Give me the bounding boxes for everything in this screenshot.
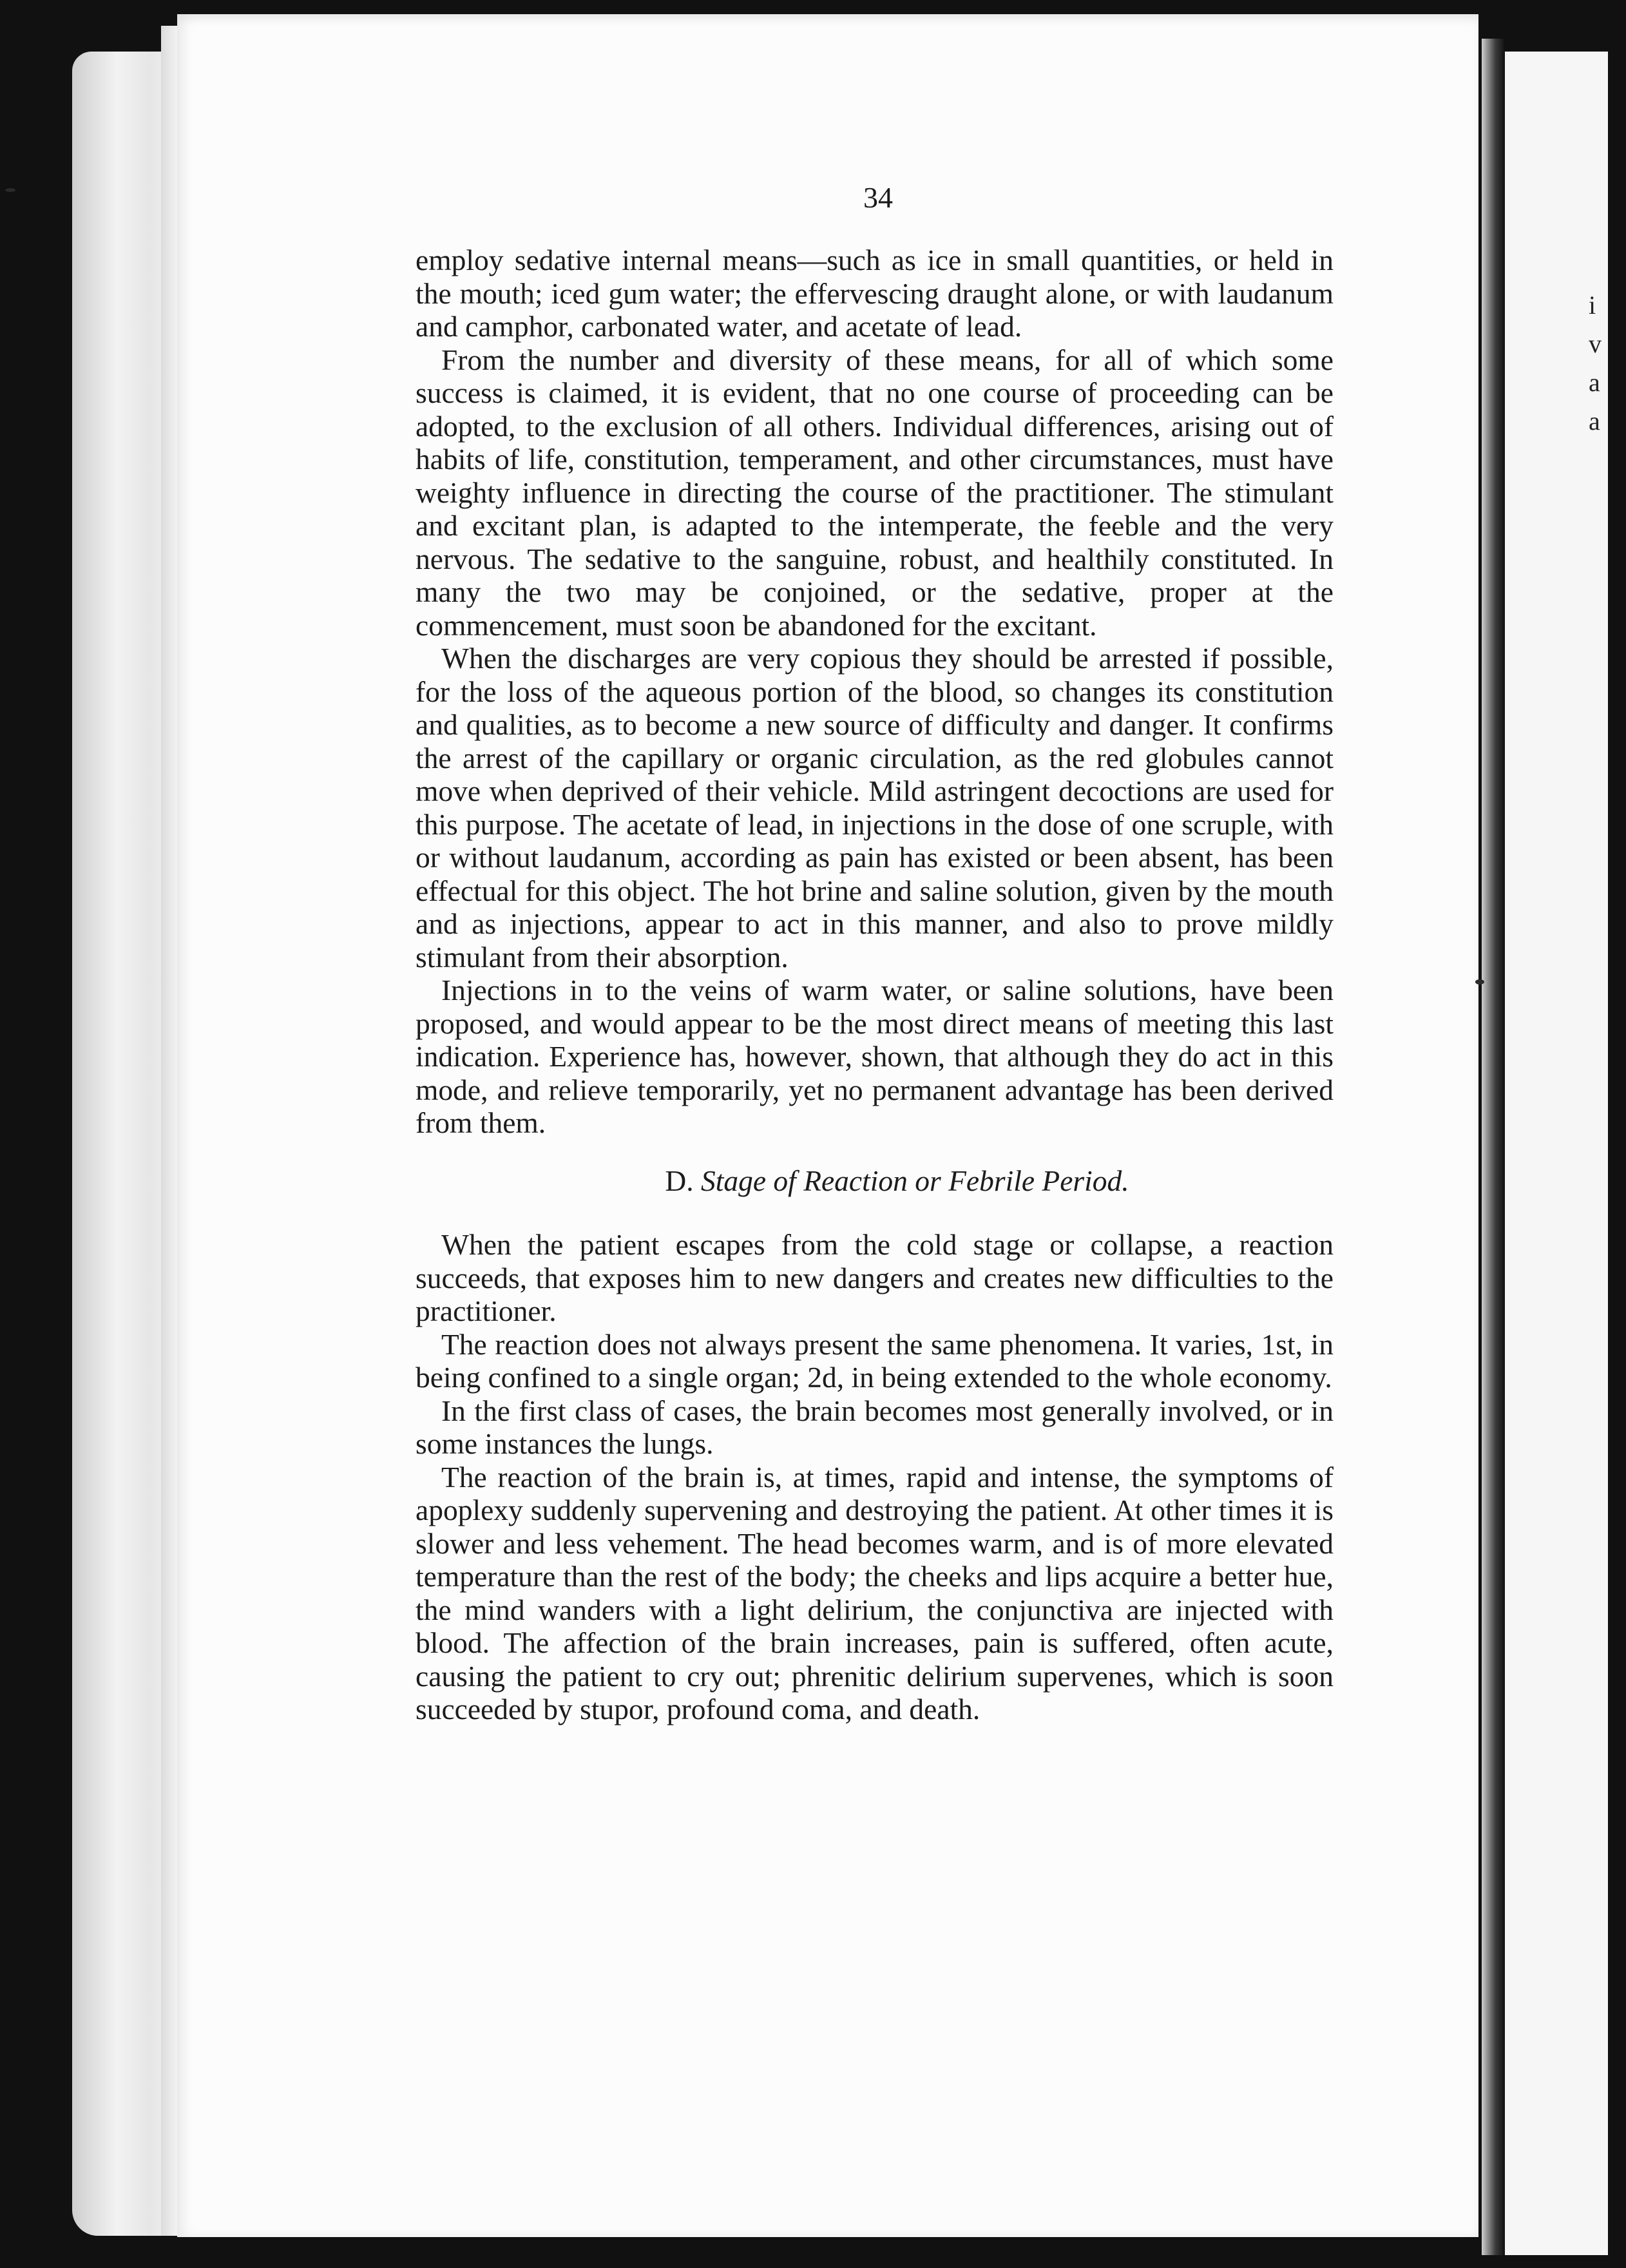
- paragraph: The reaction does not always present the same phenomena. It varies, 1st, in being confined to a single organ; 2d, in being extended to the whole economy.: [416, 1327, 1334, 1394]
- scan-speck: [1475, 979, 1484, 985]
- facing-page-fragment: a: [1589, 368, 1600, 397]
- paragraph: Injections in to the veins of warm water, or saline solutions, have been proposed, and would appear to be the most direct means of meeting this last indication. Experience has, however, shown, that although they do act in this mode, and relieve temporarily, yet no permanent advantage has been derived from them.: [416, 974, 1334, 1139]
- facing-page-fragment: a: [1589, 407, 1600, 436]
- paragraph: From the number and diversity of these means, for all of which some success is claimed, it is evident, that no one course of proceeding can be adopted, to the exclusion of all others. Individual differences, arising out of habits of life, constitution, temperament, and other circumstances, must have weighty influence in directing the course of the practitioner. The stimulant and excitant plan, is adapted to the intemperate, the feeble and the very nervous. The sedative to the sanguine, robust, and healthily constituted. In many the two may be conjoined, or the sedative, proper at the commencement, must soon be abandoned for the excitant.: [416, 343, 1334, 642]
- scan-speck: [5, 188, 15, 192]
- facing-page-fragment: i: [1589, 291, 1596, 320]
- book-gutter: [1482, 39, 1505, 2255]
- body-text: [416, 244, 1334, 1726]
- paragraph: employ sedative internal means—such as ice in small quantities, or held in the mouth; iced gum water; the effervescing draught alone, or with laudanum and camphor, carbonated water, and acetate of lead.: [416, 244, 1334, 343]
- facing-page-fragment: v: [1589, 329, 1602, 358]
- paragraph: The reaction of the brain is, at times, rapid and intense, the symptoms of apoplexy suddenly supervening and destroying the patient. At other times it is slower and less vehement. The head becomes warm, and is of more elevated temperature than the rest of the body; the cheeks and lips acquire a better hue, the mind wanders with a light delirium, the conjunctiva are injected with blood. The affection of the brain increases, pain is suffered, often acute, causing the patient to cry out; phrenitic delirium supervenes, which is soon succeeded by stupor, profound coma, and death.: [416, 1460, 1334, 1725]
- section-title: Stage of Reaction or Febrile Period.: [700, 1164, 1129, 1197]
- paragraph: In the first class of cases, the brain becomes most generally involved, or in some instances the lungs.: [416, 1394, 1334, 1460]
- paragraph: When the patient escapes from the cold stage or collapse, a reaction succeeds, that exposes him to new dangers and creates new difficulties to the practitioner.: [416, 1228, 1334, 1327]
- section-heading: [416, 1164, 1334, 1198]
- section-letter: D.: [665, 1164, 694, 1197]
- paragraph: When the discharges are very copious they should be arrested if possible, for the loss of the aqueous portion of the blood, so changes its constitution and qualities, as to become a new source of difficulty and danger. It confirms the arrest of the capillary or organic circulation, as the red globules cannot move when deprived of their vehicle. Mild astringent decoctions are used for this purpose. The acetate of lead, in injections in the dose of one scruple, with or without laudanum, according as pain has existed or been absent, has been effectual for this object. The hot brine and saline solution, given by the mouth and as injections, appear to act in this manner, and also to prove mildly stimulant from their absorption.: [416, 642, 1334, 974]
- page-number: 34: [863, 181, 893, 214]
- facing-page-edge: [1505, 52, 1608, 2255]
